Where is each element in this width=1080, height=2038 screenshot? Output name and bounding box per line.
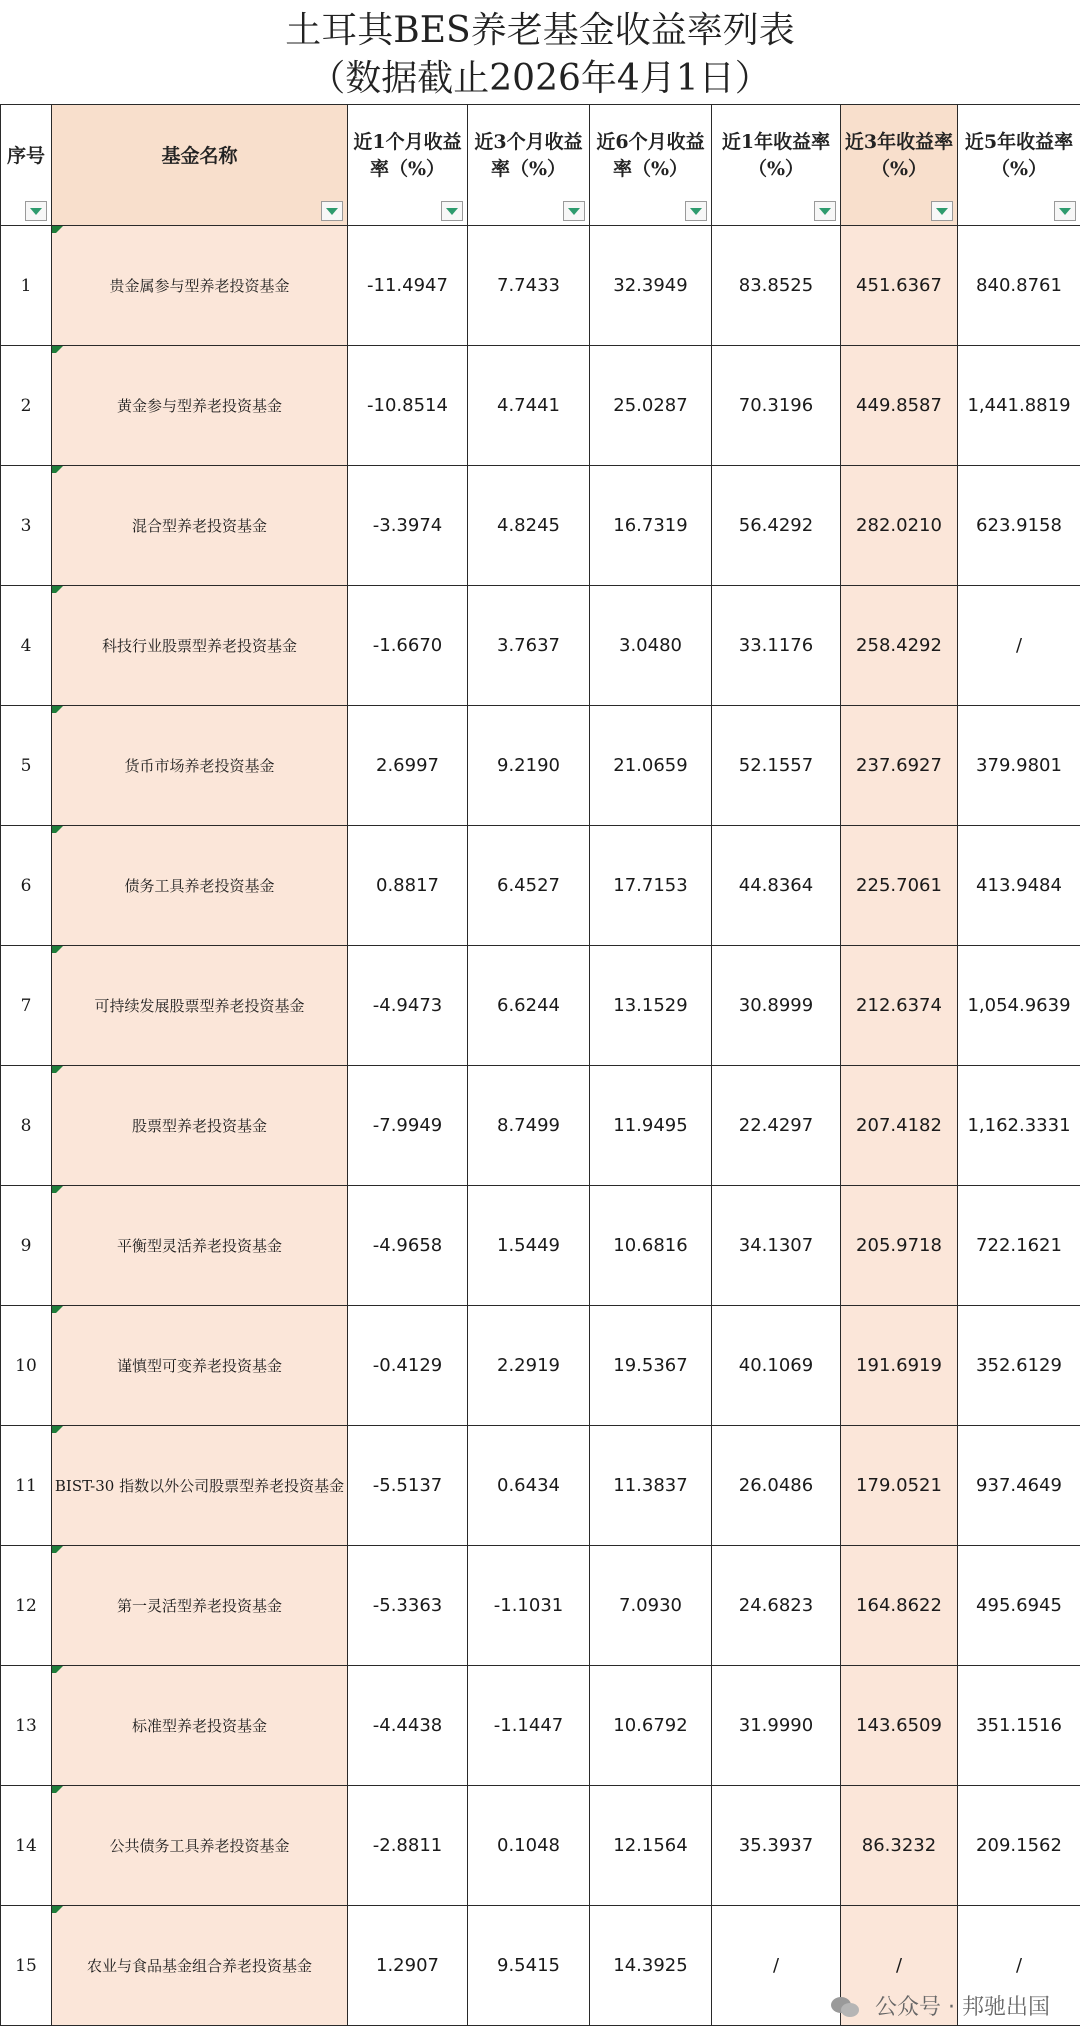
return-3y-cell: 205.9718: [841, 1186, 958, 1306]
return-3y-cell: 237.6927: [841, 706, 958, 826]
return-6m-cell: 7.0930: [590, 1546, 712, 1666]
return-5y-cell: 495.6945: [958, 1546, 1080, 1666]
fund-name-text: 债务工具养老投资基金: [124, 877, 275, 895]
return-1y-cell: 83.8525: [712, 226, 841, 346]
return-1y-cell: 24.6823: [712, 1546, 841, 1666]
table-row: [1, 1786, 1080, 1906]
return-1m-cell: -2.8811: [348, 1786, 468, 1906]
return-1m-cell: -5.5137: [348, 1426, 468, 1546]
index-cell: 13: [1, 1666, 52, 1786]
return-1m-cell: 2.6997: [348, 706, 468, 826]
watermark: [830, 1990, 1050, 2021]
return-1m-cell: 0.8817: [348, 826, 468, 946]
return-1y-cell: 35.3937: [712, 1786, 841, 1906]
return-1m-cell: -1.6670: [348, 586, 468, 706]
return-5y-cell: 413.9484: [958, 826, 1080, 946]
col-header-label: 近1个月收益率（%）: [353, 131, 462, 180]
fund-name-cell: [52, 466, 348, 586]
return-1m-cell: -0.4129: [348, 1306, 468, 1426]
fund-name-text: 公共债务工具养老投资基金: [109, 1837, 290, 1855]
filter-dropdown-icon[interactable]: [1054, 201, 1076, 221]
index-cell: 4: [1, 586, 52, 706]
table-row: [1, 706, 1080, 826]
header-row: [1, 105, 1080, 226]
table-row: [1, 1186, 1080, 1306]
col-header-label: 基金名称: [161, 144, 238, 167]
fund-name-text: 可持续发展股票型养老投资基金: [94, 997, 305, 1015]
return-3y-cell: 225.7061: [841, 826, 958, 946]
table-row: [1, 1666, 1080, 1786]
return-6m-cell: 13.1529: [590, 946, 712, 1066]
fund-name-cell: [52, 1786, 348, 1906]
return-1m-cell: 1.2907: [348, 1906, 468, 2026]
return-3m-cell: 4.8245: [468, 466, 590, 586]
comment-marker-icon: [52, 1186, 63, 1193]
return-1y-cell: 30.8999: [712, 946, 841, 1066]
return-6m-cell: 16.7319: [590, 466, 712, 586]
return-5y-cell: 937.4649: [958, 1426, 1080, 1546]
filter-dropdown-icon[interactable]: [25, 201, 47, 221]
table-row: [1, 1306, 1080, 1426]
fund-name-text: 贵金属参与型养老投资基金: [109, 277, 290, 295]
fund-name-text: 标准型养老投资基金: [131, 1717, 267, 1735]
table-row: [1, 946, 1080, 1066]
comment-marker-icon: [52, 586, 63, 593]
return-3m-cell: 6.4527: [468, 826, 590, 946]
wechat-icon: [830, 1996, 860, 2018]
return-1y-cell: 26.0486: [712, 1426, 841, 1546]
col-header-3y: [841, 105, 958, 226]
index-cell: 8: [1, 1066, 52, 1186]
return-6m-cell: 12.1564: [590, 1786, 712, 1906]
index-cell: 14: [1, 1786, 52, 1906]
fund-name-text: 科技行业股票型养老投资基金: [101, 637, 297, 655]
return-5y-cell: 1,054.9639: [958, 946, 1080, 1066]
table-row: [1, 346, 1080, 466]
return-3m-cell: 8.7499: [468, 1066, 590, 1186]
index-cell: 5: [1, 706, 52, 826]
comment-marker-icon: [52, 1546, 63, 1553]
filter-dropdown-icon[interactable]: [563, 201, 585, 221]
index-cell: 7: [1, 946, 52, 1066]
return-1m-cell: -4.9658: [348, 1186, 468, 1306]
return-1y-cell: 70.3196: [712, 346, 841, 466]
return-3y-cell: 282.0210: [841, 466, 958, 586]
return-6m-cell: 21.0659: [590, 706, 712, 826]
col-header-label: 近1年收益率（%）: [721, 131, 831, 180]
fund-name-cell: [52, 1666, 348, 1786]
filter-dropdown-icon[interactable]: [931, 201, 953, 221]
comment-marker-icon: [52, 946, 63, 953]
return-1y-cell: /: [712, 1906, 841, 2026]
fund-name-cell: [52, 586, 348, 706]
fund-name-text: 农业与食品基金组合养老投资基金: [86, 1957, 312, 1975]
comment-marker-icon: [52, 1666, 63, 1673]
return-6m-cell: 11.3837: [590, 1426, 712, 1546]
col-header-label: 近6个月收益率（%）: [596, 131, 705, 180]
return-6m-cell: 19.5367: [590, 1306, 712, 1426]
return-1m-cell: -11.4947: [348, 226, 468, 346]
comment-marker-icon: [52, 466, 63, 473]
return-1m-cell: -3.3974: [348, 466, 468, 586]
watermark-text: 公众号 · 邦驰出国: [875, 1995, 1050, 2020]
return-1y-cell: 52.1557: [712, 706, 841, 826]
fund-name-text: 股票型养老投资基金: [131, 1117, 267, 1135]
fund-name-text: 货币市场养老投资基金: [124, 757, 275, 775]
return-1y-cell: 31.9990: [712, 1666, 841, 1786]
return-6m-cell: 32.3949: [590, 226, 712, 346]
return-3y-cell: 451.6367: [841, 226, 958, 346]
return-6m-cell: 3.0480: [590, 586, 712, 706]
filter-dropdown-icon[interactable]: [685, 201, 707, 221]
index-cell: 15: [1, 1906, 52, 2026]
filter-dropdown-icon[interactable]: [321, 201, 343, 221]
return-3y-cell: 179.0521: [841, 1426, 958, 1546]
return-1y-cell: 44.8364: [712, 826, 841, 946]
index-cell: 3: [1, 466, 52, 586]
fund-name-cell: [52, 946, 348, 1066]
index-cell: 12: [1, 1546, 52, 1666]
return-3m-cell: 0.6434: [468, 1426, 590, 1546]
return-1y-cell: 34.1307: [712, 1186, 841, 1306]
index-cell: 10: [1, 1306, 52, 1426]
return-6m-cell: 17.7153: [590, 826, 712, 946]
return-5y-cell: 722.1621: [958, 1186, 1080, 1306]
return-3m-cell: 2.2919: [468, 1306, 590, 1426]
index-cell: 11: [1, 1426, 52, 1546]
return-3m-cell: -1.1447: [468, 1666, 590, 1786]
col-header-5y: [958, 105, 1080, 226]
return-5y-cell: 1,162.3331: [958, 1066, 1080, 1186]
comment-marker-icon: [52, 1306, 63, 1313]
filter-dropdown-icon[interactable]: [814, 201, 836, 221]
return-3y-cell: 207.4182: [841, 1066, 958, 1186]
return-1m-cell: -4.4438: [348, 1666, 468, 1786]
table-row: [1, 1066, 1080, 1186]
return-6m-cell: 10.6792: [590, 1666, 712, 1786]
fund-name-text: 黄金参与型养老投资基金: [116, 397, 282, 415]
fund-name-cell: [52, 1546, 348, 1666]
index-cell: 1: [1, 226, 52, 346]
index-cell: 2: [1, 346, 52, 466]
col-header-label: 近5年收益率（%）: [964, 131, 1074, 180]
table-row: [1, 826, 1080, 946]
return-3y-cell: 164.8622: [841, 1546, 958, 1666]
col-header-1y: [712, 105, 841, 226]
return-1m-cell: -5.3363: [348, 1546, 468, 1666]
comment-marker-icon: [52, 826, 63, 833]
return-3y-cell: /: [841, 1906, 958, 2026]
comment-marker-icon: [52, 226, 63, 233]
return-5y-cell: /: [958, 586, 1080, 706]
return-3m-cell: 9.2190: [468, 706, 590, 826]
fund-name-cell: [52, 706, 348, 826]
return-3m-cell: 3.7637: [468, 586, 590, 706]
comment-marker-icon: [52, 1786, 63, 1793]
fund-name-text: 谨慎型可变养老投资基金: [116, 1357, 282, 1375]
return-3m-cell: 1.5449: [468, 1186, 590, 1306]
fund-name-text: 平衡型灵活养老投资基金: [116, 1237, 282, 1255]
return-1y-cell: 56.4292: [712, 466, 841, 586]
return-5y-cell: 352.6129: [958, 1306, 1080, 1426]
comment-marker-icon: [52, 346, 63, 353]
col-header-1m: [348, 105, 468, 226]
return-5y-cell: 351.1516: [958, 1666, 1080, 1786]
return-5y-cell: 209.1562: [958, 1786, 1080, 1906]
return-3m-cell: 4.7441: [468, 346, 590, 466]
fund-name-cell: [52, 826, 348, 946]
return-6m-cell: 11.9495: [590, 1066, 712, 1186]
return-5y-cell: 623.9158: [958, 466, 1080, 586]
return-1y-cell: 40.1069: [712, 1306, 841, 1426]
return-5y-cell: 840.8761: [958, 226, 1080, 346]
fund-name-cell: [52, 1066, 348, 1186]
return-1m-cell: -10.8514: [348, 346, 468, 466]
return-3y-cell: 143.6509: [841, 1666, 958, 1786]
fund-name-cell: [52, 346, 348, 466]
table-row: [1, 466, 1080, 586]
comment-marker-icon: [52, 1426, 63, 1433]
title-line-2: （数据截止2026年4月1日）: [309, 58, 771, 99]
return-1y-cell: 33.1176: [712, 586, 841, 706]
return-3m-cell: 7.7433: [468, 226, 590, 346]
col-header-label: 近3个月收益率（%）: [474, 131, 583, 180]
fund-name-cell: [52, 1306, 348, 1426]
fund-name-cell: [52, 1906, 348, 2026]
comment-marker-icon: [52, 1066, 63, 1073]
fund-returns-table: [0, 104, 1080, 2026]
return-6m-cell: 14.3925: [590, 1906, 712, 2026]
col-header-label: 近3年收益率（%）: [844, 131, 954, 180]
fund-name-text: BIST-30 指数以外公司股票型养老投资基金: [54, 1477, 345, 1495]
fund-name-cell: [52, 1426, 348, 1546]
return-1m-cell: -4.9473: [348, 946, 468, 1066]
index-cell: 9: [1, 1186, 52, 1306]
col-header-fund-name: [52, 105, 348, 226]
title-line-1: 土耳其BES养老基金收益率列表: [285, 10, 795, 51]
return-3m-cell: 9.5415: [468, 1906, 590, 2026]
return-3m-cell: -1.1031: [468, 1546, 590, 1666]
table-row: [1, 1546, 1080, 1666]
col-header-3m: [468, 105, 590, 226]
return-5y-cell: /: [958, 1906, 1080, 2026]
table-body: [1, 226, 1080, 2026]
comment-marker-icon: [52, 1906, 63, 1913]
fund-name-text: 混合型养老投资基金: [131, 517, 267, 535]
col-header-6m: [590, 105, 712, 226]
fund-name-cell: [52, 226, 348, 346]
return-3m-cell: 0.1048: [468, 1786, 590, 1906]
return-1y-cell: 22.4297: [712, 1066, 841, 1186]
fund-name-text: 第一灵活型养老投资基金: [116, 1597, 282, 1615]
col-header-label: 序号: [6, 144, 45, 167]
return-3y-cell: 449.8587: [841, 346, 958, 466]
return-1m-cell: -7.9949: [348, 1066, 468, 1186]
table-row: [1, 1426, 1080, 1546]
fund-name-cell: [52, 1186, 348, 1306]
return-6m-cell: 10.6816: [590, 1186, 712, 1306]
col-header-index: [1, 105, 52, 226]
table-row: [1, 226, 1080, 346]
return-5y-cell: 1,441.8819: [958, 346, 1080, 466]
return-3y-cell: 258.4292: [841, 586, 958, 706]
return-3y-cell: 191.6919: [841, 1306, 958, 1426]
comment-marker-icon: [52, 706, 63, 713]
table-row: [1, 586, 1080, 706]
index-cell: 6: [1, 826, 52, 946]
return-3m-cell: 6.6244: [468, 946, 590, 1066]
return-5y-cell: 379.9801: [958, 706, 1080, 826]
return-3y-cell: 212.6374: [841, 946, 958, 1066]
return-3y-cell: 86.3232: [841, 1786, 958, 1906]
return-6m-cell: 25.0287: [590, 346, 712, 466]
filter-dropdown-icon[interactable]: [441, 201, 463, 221]
